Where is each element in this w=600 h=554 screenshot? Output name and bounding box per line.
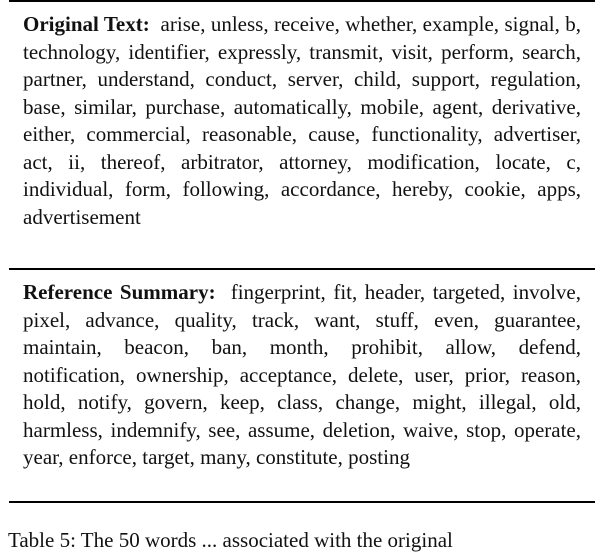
table-caption: Table 5: The 50 words ... associated with the original bbox=[8, 528, 453, 552]
original-text-heading: Original Text: bbox=[23, 12, 150, 36]
reference-summary-cell bbox=[23, 279, 581, 472]
original-text-cell bbox=[23, 11, 581, 231]
reference-summary-heading: Reference Summary: bbox=[23, 280, 216, 304]
original-text-words: arise, unless, receive, whether, example, signal, b, technology, identifier, expressly, transmit, visit, perform, search, partner, understand, conduct, server, child, support, regulation, base, similar, purchase, automatically, mobile, agent, derivative, either, commercial, reasonable, cause, functionality, advertiser, act, ii, thereof, arbitrator, attorney, modification, locate, c, individual, form, following, accordance, hereby, cookie, apps, advertisement bbox=[23, 12, 582, 229]
word-table bbox=[9, 0, 595, 503]
table-divider bbox=[9, 268, 595, 270]
reference-summary-words: fingerprint, fit, header, targeted, involve, pixel, advance, quality, track, want, stuff, even, guarantee, maintain, beacon, ban, month, prohibit, allow, defend, notification, ownership, acceptance, delete, user, prior, reason, hold, notify, govern, keep, class, change, might, illegal, old, harmless, indemnify, see, assume, deletion, waive, stop, operate, year, enforce, target, many, constitute, posting bbox=[23, 280, 581, 469]
